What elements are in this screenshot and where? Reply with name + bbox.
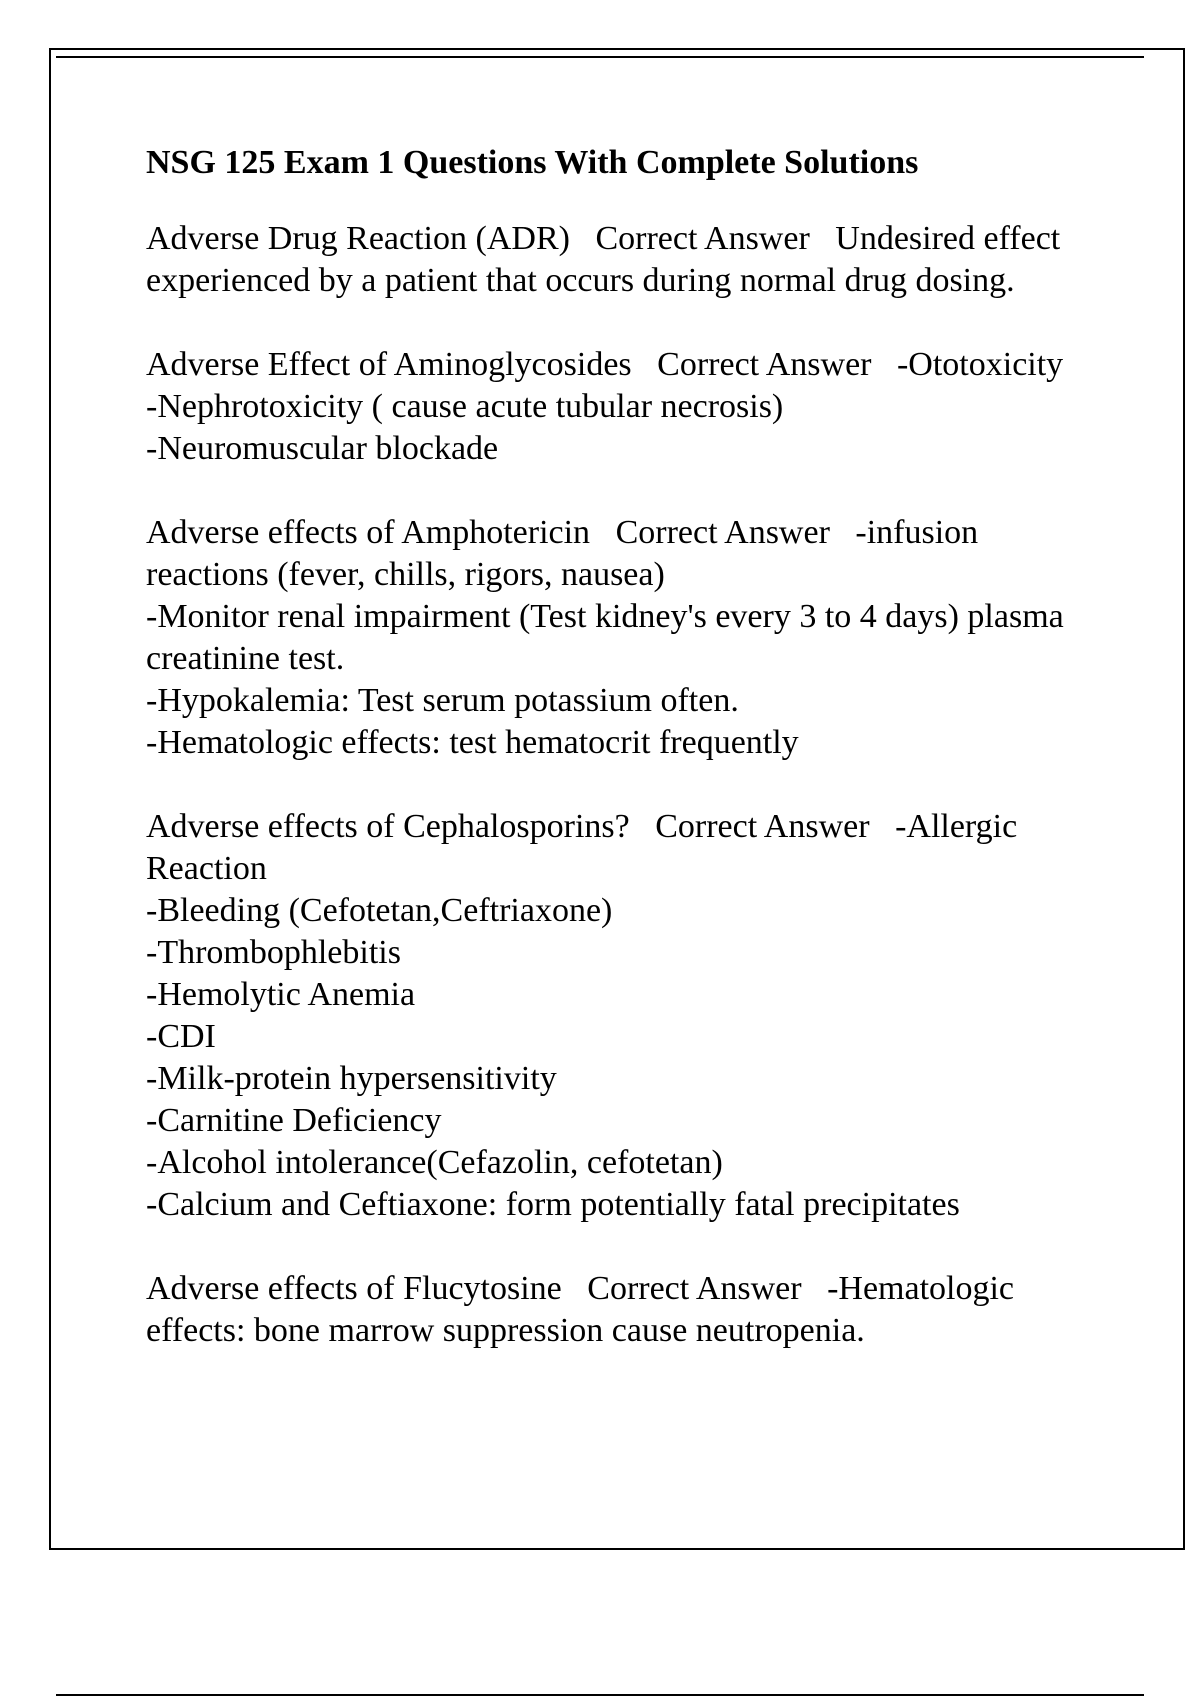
qa-lead [146, 512, 1106, 596]
answer-line: -Carnitine Deficiency [146, 1102, 442, 1139]
answer-line: -CDI [146, 1018, 216, 1055]
answer-label: Correct Answer [595, 220, 810, 257]
question-text: Adverse Drug Reaction (ADR) [146, 220, 570, 257]
answer-line: -Monitor renal impairment (Test kidney's every 3 to 4 days) plasma creatinine test. [146, 598, 1073, 677]
answer-line: -Milk-protein hypersensitivity [146, 1060, 557, 1097]
answer-label: Correct Answer [615, 514, 830, 551]
bottom-rule [56, 1694, 1144, 1696]
qa-entry [146, 344, 1106, 470]
answer-text: -Allergic Reaction [146, 808, 1026, 887]
answer-line: -Hemolytic Anemia [146, 976, 416, 1013]
qa-entry [146, 806, 1106, 1226]
answer-line: -Hematologic effects: test hematocrit frequently [146, 724, 799, 761]
document-body [146, 142, 1106, 1394]
qa-entry [146, 512, 1106, 764]
qa-entry [146, 1268, 1106, 1352]
qa-entry [146, 218, 1106, 302]
answer-line: -Neuromuscular blockade [146, 430, 499, 467]
document-title: NSG 125 Exam 1 Questions With Complete Solutions [146, 144, 919, 181]
answer-text: -Hematologic effects: bone marrow suppression cause neutropenia. [146, 1270, 1023, 1349]
answer-line: -Calcium and Ceftiaxone: form potentially fatal precipitates [146, 1186, 960, 1223]
question-text: Adverse Effect of Aminoglycosides [146, 346, 632, 383]
question-text: Adverse effects of Flucytosine [146, 1270, 562, 1307]
answer-line: -Alcohol intolerance(Cefazolin, cefotetan) [146, 1144, 723, 1181]
answer-label: Correct Answer [655, 808, 870, 845]
qa-lead [146, 806, 1106, 890]
answer-line: -Bleeding (Cefotetan,Ceftriaxone) [146, 892, 613, 929]
answer-line: -Hypokalemia: Test serum potassium often. [146, 682, 739, 719]
qa-lead [146, 218, 1106, 302]
answer-line: -Thrombophlebitis [146, 934, 401, 971]
question-text: Adverse effects of Cephalosporins? [146, 808, 630, 845]
qa-lead [146, 344, 1106, 386]
question-text: Adverse effects of Amphotericin [146, 514, 591, 551]
answer-label: Correct Answer [587, 1270, 802, 1307]
answer-line: -Nephrotoxicity ( cause acute tubular necrosis) [146, 388, 784, 425]
answer-label: Correct Answer [657, 346, 872, 383]
answer-text: Undesired effect experienced by a patient that occurs during normal drug dosing. [146, 220, 1069, 299]
answer-text: -Ototoxicity [896, 346, 1064, 383]
qa-lead [146, 1268, 1106, 1352]
answer-text: -infusion reactions (fever, chills, rigors, nausea) [146, 514, 987, 593]
